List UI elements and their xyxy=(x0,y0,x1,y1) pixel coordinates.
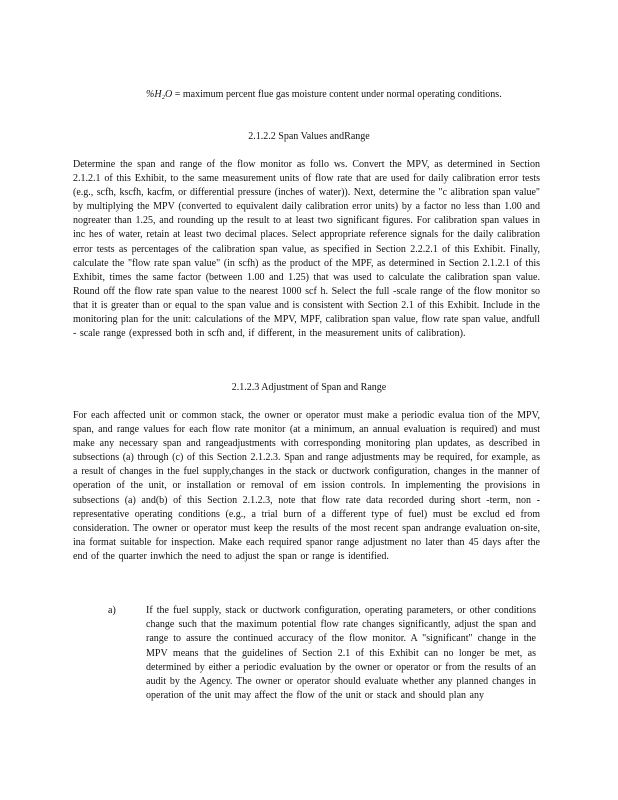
section-heading-span-values: 2.1.2.2 Span Values andRange xyxy=(248,131,370,142)
definition-text: = maximum percent flue gas moisture content under normal operating conditions. xyxy=(174,89,502,100)
section-heading-adjustment: 2.1.2.3 Adjustment of Span and Range xyxy=(231,382,387,393)
span-values-paragraph: Determine the span and range of the flow monitor as follo ws. Convert the MPV, as determined in Section 2.1.2.1 of this Exhibit, to the same measurement units of flow rate that are used for daily calibration error tests (e.g., scfh, kscfh, kacfm, or differential pressure (inches of water)). Next, determine the "c alibration span value" by multiplying the MPV (converted to equivalent daily calibration error units) by a factor no less than 1.00 and nogreater than 1.25, and rounding up the result to at least two significant figures. For calibration span values in inc hes of water, retain at least two decimal places. Select appropriate reference signals for the daily calibration error tests as percentages of the calibration span value, as specified in Section 2.2.2.1 of this Exhibit. Finally, calculate the "flow rate span value" (in scfh) as the product of the MPF, as determined in Section 2.1.2.1 of this Exhibit, times the same factor (between 1.00 and 1.25) that was used to calculate the calibration span value. Round off the flow rate span value to the nearest 1000 scf h. Select the full -scale range of the flow monitor so that it is greater than or equal to the span value and is consistent with Section 2.1 of this Exhibit. Include in the monitoring plan for the unit: calculations of the MPV, MPF, calibration span value, flow rate span value, andfull - scale range (expressed both in scfh and, if different, in the measurement units of calibration). xyxy=(73,159,540,340)
adjustment-paragraph: For each affected unit or common stack, the owner or operator must make a periodic evalua tion of the MPV, span, and range values for each flow rate monitor (at a minimum, an annual evaluation is required) and must make any necessary span and rangeadjustments with corresponding monitoring plan updates, as described in subsections (a) through (c) of this Section 2.1.2.3. Span and range adjustments may be required, for example, as a result of changes in the fuel supply,changes in the stack or ductwork configuration, changes in the manner of operation of the unit, or installation or removal of em ission controls. In implementing the provisions in subsections (a) and(b) of this Section 2.1.2.3, note that flow rate data recorded during short -term, non -representative operating conditions (e.g., a trial burn of a different type of fuel) must be exclud ed from consideration. The owner or operator must keep the results of the most recent span andrange evaluation on-site, ina format suitable for inspection. Make each required spanor range adjustment no later than 45 days after the end of the quarter inwhich the need to adjust the span or range is identified. xyxy=(73,410,540,562)
list-item-letter: a) xyxy=(108,605,116,616)
definition-symbol: %H₂O xyxy=(146,89,173,100)
list-item-text: If the fuel supply, stack or ductwork configuration, operating parameters, or other conditions change such that the maximum potential flow rate changes significantly, adjust the span and range to assure the continued accuracy of the flow monitor. A "significant" change in the MPV means that the guidelines of Section 2.1 of this Exhibit can no longer be met, as determined by either a periodic evaluation by the owner or operator or from the results of an audit by the Agency. The owner or operator should evaluate whether any planned changes in operation of the unit may affect the flow of the unit or stack and should plan any xyxy=(146,605,536,702)
moisture-definition xyxy=(146,88,512,103)
